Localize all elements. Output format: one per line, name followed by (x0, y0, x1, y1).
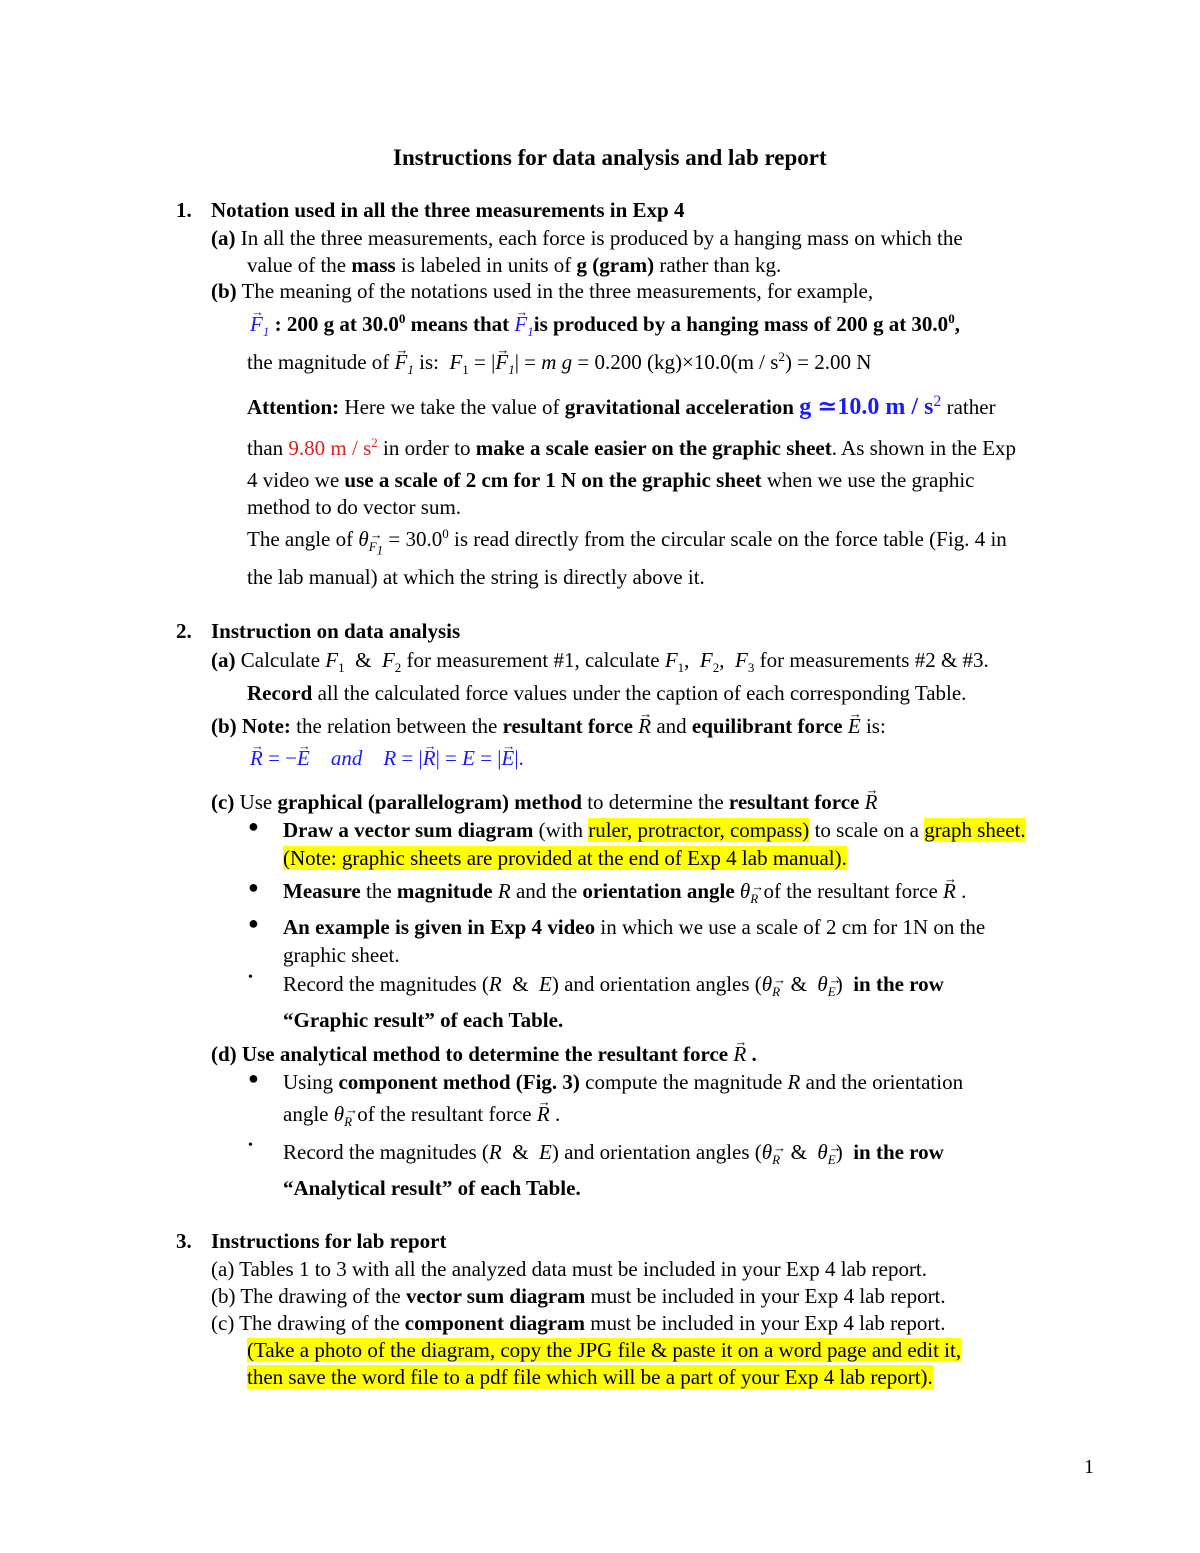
bullet: • (248, 1138, 253, 1153)
s2-d2-line2: “Analytical result” of each Table. (283, 1176, 581, 1200)
page-title: Instructions for data analysis and lab report (393, 145, 827, 170)
bullet: ● (248, 877, 259, 897)
s2-d1-line1: Using component method (Fig. 3) compute the magnitude R and the orientation (283, 1070, 964, 1094)
bullet: • (248, 970, 253, 985)
s1-attention-line4: method to do vector sum. (247, 495, 462, 519)
section-3-number: 3. (176, 1229, 192, 1253)
s2-c1-line1: Draw a vector sum diagram (with ruler, protractor, compass) to scale on a graph sheet. (283, 818, 1026, 842)
s2-a-line1: (a) Calculate $F_1$ & $F_2$ for measurement #1, calculate $F_1$, $F_2$, $F_3$ for measurements #2 & #3. (211, 648, 989, 676)
page-number: 1 (1084, 1456, 1094, 1478)
s2-d2-line1: Record the magnitudes (R & E) and orientation angles ($\theta_R$ & $\theta_E$) in the row (283, 1140, 944, 1168)
section-2-number: 2. (176, 619, 192, 643)
s2-b-equation: → R = −→ E and R = |→ R| = E = |→ E|. (250, 744, 524, 772)
s2-c1-line2: (Note: graphic sheets are provided at the end of Exp 4 lab manual). (283, 846, 847, 870)
s1-angle-line2: the lab manual) at which the string is directly above it. (247, 565, 705, 589)
s1-attention-line1: Attention: Here we take the value of gravitational acceleration g ≃10.0 m / $s^2$ rather (247, 393, 996, 420)
s1-example-line: → $F_1$ : 200 g at 30.0$^0$ means that → $F_1is$ produced by a hanging mass of 200 g at 30.0$^0$, (250, 310, 960, 338)
bullet: ● (248, 816, 259, 836)
s2-a-line2: Record all the calculated force values under the caption of each corresponding Table. (247, 681, 967, 705)
section-2-heading: Instruction on data analysis (211, 619, 461, 643)
bullet: ● (248, 913, 259, 933)
s2-c3-line2: graphic sheet. (283, 943, 400, 967)
s3-note-line2: then save the word file to a pdf file which will be a part of your Exp 4 lab report). (247, 1365, 933, 1389)
s1-a-line2: value of the mass is labeled in units of g (gram) rather than kg. (247, 253, 782, 277)
s1-b-line: (b) The meaning of the notations used in the three measurements, for example, (211, 279, 874, 303)
section-1-number: 1. (176, 198, 192, 222)
s1-a-line1: (a) In all the three measurements, each force is produced by a hanging mass on which the (211, 226, 963, 250)
s2-d-line: (d) Use analytical method to determine the resultant force → R . (211, 1040, 757, 1068)
s1-attention-line2: than 9.80 m / $s^2$ in order to make a scale easier on the graphic sheet. As shown in the Exp (247, 435, 1017, 460)
s1-attention-line3: 4 video we use a scale of 2 cm for 1 N on the graphic sheet when we use the graphic (247, 468, 975, 492)
s2-c4-line2: “Graphic result” of each Table. (283, 1008, 564, 1032)
s3-a-line: (a) Tables 1 to 3 with all the analyzed data must be included in your Exp 4 lab report. (211, 1257, 928, 1281)
s2-c-line: (c) Use graphical (parallelogram) method to determine the resultant force → R (211, 788, 877, 816)
s2-b-line: (b) Note: the relation between the resultant force → R and equilibrant force → E is: (211, 712, 886, 740)
bullet: ● (248, 1068, 259, 1088)
s1-angle-line1: The angle of $\theta\to _{F_1} = 30.0^0$ is read directly from the circular scale on the force table (Fig. 4 in (247, 525, 1007, 553)
s2-d1-line2: angle $\theta_R$ of the resultant force → R . (283, 1100, 560, 1128)
s3-b-line: (b) The drawing of the vector sum diagram must be included in your Exp 4 lab report. (211, 1284, 946, 1308)
s2-c3-line1: An example is given in Exp 4 video in which we use a scale of 2 cm for 1N on the (283, 915, 986, 939)
s3-c-line: (c) The drawing of the component diagram must be included in your Exp 4 lab report. (211, 1311, 946, 1335)
s1-magnitude-line: the magnitude of → $F_1$ is: $F_1$ = |→ $F_1| = m$ g = 0.200 $(kg)\times 10.0(m / s^2) = 2.00$ N (247, 348, 871, 376)
section-1-heading: Notation used in all the three measurements in Exp 4 (211, 198, 685, 222)
s2-c2-line: Measure the magnitude R and the orientation angle $\theta_R$ of the resultant force → R . (283, 877, 966, 905)
s2-c4-line1: Record the magnitudes (R & E) and orientation angles ($\theta_R$ & $\theta_E$) in the row (283, 972, 944, 1000)
section-3-heading: Instructions for lab report (211, 1229, 447, 1253)
s3-note-line1: (Take a photo of the diagram, copy the JPG file & paste it on a word page and edit it, (247, 1338, 962, 1362)
